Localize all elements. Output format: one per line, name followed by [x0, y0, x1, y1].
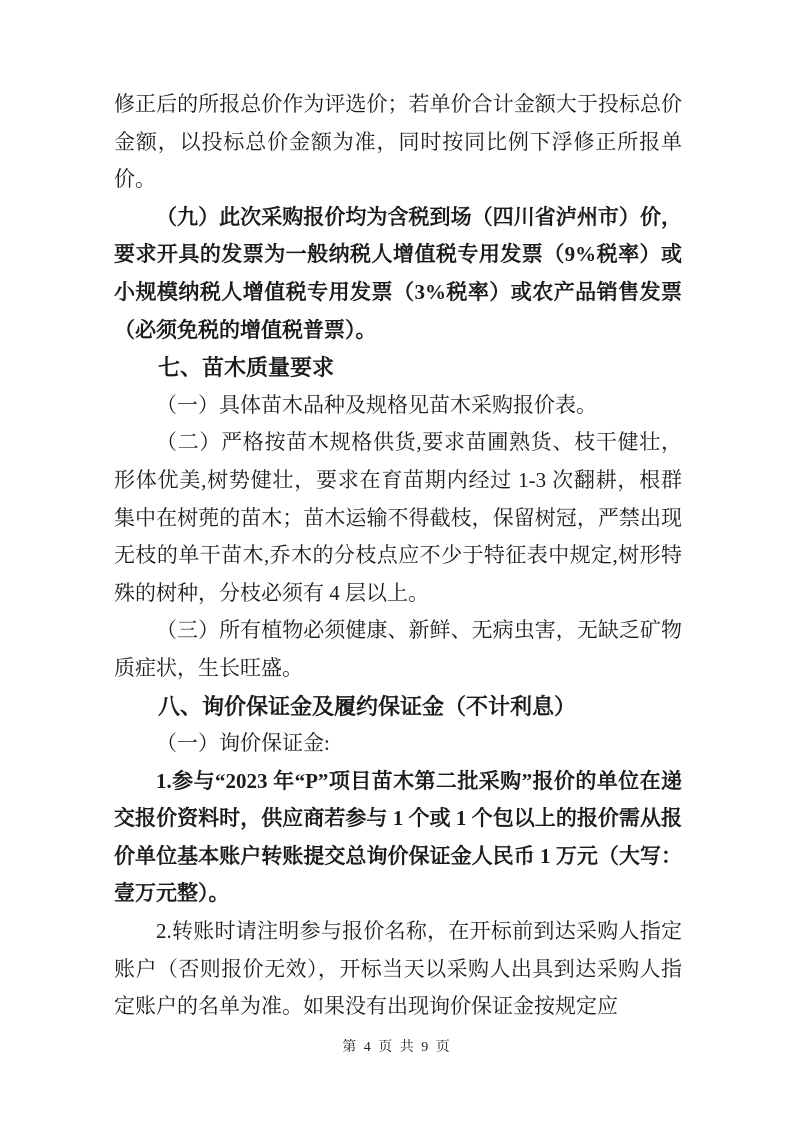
section-heading: 八、询价保证金及履约保证金（不计利息） [158, 693, 577, 719]
paragraph: 1.参与“2023 年“P”项目苗木第二批采购”报价的单位在递交报价资料时，供应商若参与 1 个或 1 个包以上的报价需从报价单位基本账户转账提交总询价保证金人民币 1 万元（大写：壹万元整）。 [114, 768, 682, 906]
paragraph: （三）所有植物必须健康、新鲜、无病虫害，无缺乏矿物质症状，生长旺盛。 [114, 618, 682, 680]
paragraph: 2.转账时请注明参与报价名称，在开标前到达采购人指定账户（否则报价无效），开标当天以采购人出具到达采购人指定账户的名单为准。如果没有出现询价保证金按规定应 [114, 919, 682, 1019]
paragraph: （一）具体苗木品种及规格见苗木采购报价表。 [156, 392, 597, 417]
paragraph: 修正后的所报总价作为评选价；若单价合计金额大于投标总价金额，以投标总价金额为准，同时按同比例下浮修正所报单价。 [114, 92, 682, 192]
paragraph: （一）询价保证金: [156, 731, 330, 756]
document-body [114, 86, 682, 1026]
page-number-footer: 第 4 页 共 9 页 [342, 1040, 452, 1055]
paragraph: （二）严格按苗木规格供货,要求苗圃熟货、枝干健壮，形体优美,树势健壮，要求在育苗期内经过 1-3 次翻耕，根群集中在树蔸的苗木；苗木运输不得截枝，保留树冠，严禁出现无枝的单干苗木,乔木的分枝点应不少于特征表中规定,树形特殊的树种，分枝必须有 4 层以上。 [114, 430, 682, 605]
paragraph: （九）此次采购报价均为含税到场（四川省泸州市）价，要求开具的发票为一般纳税人增值税专用发票（9%税率）或小规模纳税人增值税专用发票（3%税率）或农产品销售发票（必须免税的增值税普票）。 [114, 204, 682, 342]
section-heading: 七、苗木质量要求 [158, 355, 335, 381]
